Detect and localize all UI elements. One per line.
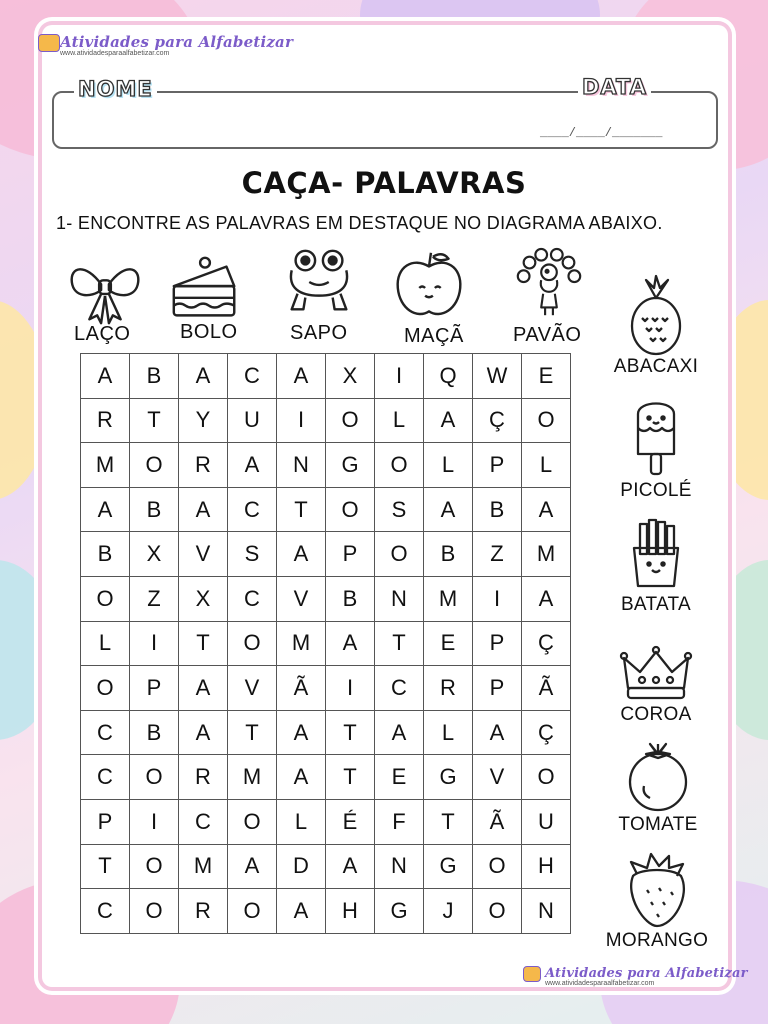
grid-cell[interactable]: V (277, 576, 326, 621)
grid-row (81, 354, 571, 399)
grid-cell[interactable]: A (179, 710, 228, 755)
grid-cell[interactable]: B (130, 487, 179, 532)
grid-cell[interactable]: H (326, 889, 375, 934)
side-word-strawberry (604, 850, 710, 952)
grid-row (81, 889, 571, 934)
strawberry-icon (617, 850, 697, 930)
grid-cell[interactable]: B (473, 487, 522, 532)
grid-cell[interactable]: M (424, 576, 473, 621)
grid-cell[interactable]: C (81, 710, 130, 755)
grid-cell[interactable]: O (228, 889, 277, 934)
grid-cell[interactable]: T (228, 710, 277, 755)
grid-cell[interactable]: C (375, 666, 424, 711)
word-label: LAÇO (74, 323, 131, 345)
tomato-icon (618, 738, 698, 814)
grid-cell[interactable]: O (228, 621, 277, 666)
grid-cell[interactable]: A (522, 576, 571, 621)
grid-cell[interactable]: O (81, 666, 130, 711)
grid-row (81, 666, 571, 711)
grid-row (81, 443, 571, 488)
word-label: MAÇÃ (404, 325, 464, 347)
side-word-crown (612, 644, 700, 726)
grid-cell[interactable]: P (81, 799, 130, 844)
grid-cell[interactable]: L (375, 398, 424, 443)
grid-cell[interactable]: T (375, 621, 424, 666)
grid-cell[interactable]: M (179, 844, 228, 889)
word-label: PAVÃO (513, 324, 582, 346)
grid-cell[interactable]: I (130, 621, 179, 666)
grid-cell[interactable]: N (375, 844, 424, 889)
grid-cell[interactable]: O (326, 398, 375, 443)
grid-cell[interactable]: C (81, 755, 130, 800)
peacock-icon (510, 246, 588, 322)
grid-cell[interactable]: B (130, 710, 179, 755)
instruction-text: 1- ENCONTRE AS PALAVRAS EM DESTAQUE NO DIAGRAMA ABAIXO. (56, 213, 663, 233)
bow-icon (66, 254, 144, 330)
grid-cell[interactable]: O (130, 844, 179, 889)
grid-cell[interactable]: L (424, 443, 473, 488)
grid-cell[interactable]: A (326, 621, 375, 666)
grid-cell[interactable]: T (424, 799, 473, 844)
grid-cell[interactable]: O (81, 576, 130, 621)
grid-cell[interactable]: P (473, 666, 522, 711)
word-label: MORANGO (605, 930, 709, 951)
grid-cell[interactable]: G (375, 889, 424, 934)
grid-cell[interactable]: C (228, 487, 277, 532)
grid-cell[interactable]: A (228, 844, 277, 889)
word-label: BOLO (180, 321, 238, 343)
brand-name: Atividades para Alfabetizar (60, 33, 294, 51)
grid-cell[interactable]: B (130, 354, 179, 399)
grid-cell[interactable]: M (522, 532, 571, 577)
grid-cell[interactable]: H (522, 844, 571, 889)
grid-cell[interactable]: O (473, 844, 522, 889)
grid-cell[interactable]: Y (179, 398, 228, 443)
grid-cell[interactable]: I (130, 799, 179, 844)
pineapple-icon (616, 274, 696, 356)
date-label: DATA (578, 75, 651, 99)
grid-cell[interactable]: F (375, 799, 424, 844)
crown-icon (616, 644, 696, 704)
grid-cell[interactable]: O (522, 755, 571, 800)
grid-cell[interactable]: S (228, 532, 277, 577)
grid-cell[interactable]: L (522, 443, 571, 488)
grid-cell[interactable]: L (81, 621, 130, 666)
grid-cell[interactable]: R (179, 755, 228, 800)
grid-row (81, 755, 571, 800)
grid-cell[interactable]: I (326, 666, 375, 711)
side-word-fries (612, 516, 700, 616)
grid-cell[interactable]: P (473, 621, 522, 666)
grid-row (81, 710, 571, 755)
grid-cell[interactable]: R (179, 443, 228, 488)
grid-cell[interactable]: C (228, 576, 277, 621)
grid-cell[interactable]: R (81, 398, 130, 443)
mascot-icon (523, 966, 541, 982)
grid-cell[interactable]: P (473, 443, 522, 488)
grid-cell[interactable]: O (130, 443, 179, 488)
grid-cell[interactable]: A (277, 532, 326, 577)
grid-cell[interactable]: A (277, 710, 326, 755)
grid-cell[interactable]: C (228, 354, 277, 399)
grid-cell[interactable]: S (375, 487, 424, 532)
name-label: NOME (74, 77, 157, 101)
word-label: TOMATE (618, 814, 698, 835)
grid-cell[interactable]: Ç (473, 398, 522, 443)
grid-cell[interactable]: O (130, 755, 179, 800)
cake-slice-icon (166, 252, 244, 328)
grid-cell[interactable]: L (424, 710, 473, 755)
grid-cell[interactable]: V (473, 755, 522, 800)
grid-cell[interactable]: A (179, 354, 228, 399)
brand-name: Atividades para Alfabetizar (545, 966, 748, 981)
grid-cell[interactable]: M (277, 621, 326, 666)
grid-cell[interactable]: A (277, 889, 326, 934)
grid-cell[interactable]: Ã (522, 666, 571, 711)
grid-cell[interactable]: L (277, 799, 326, 844)
grid-cell[interactable]: O (522, 398, 571, 443)
grid-cell[interactable]: X (326, 354, 375, 399)
grid-cell[interactable]: Ã (277, 666, 326, 711)
grid-row (81, 576, 571, 621)
grid-cell[interactable]: A (522, 487, 571, 532)
grid-row (81, 844, 571, 889)
word-label: SAPO (290, 322, 348, 344)
grid-cell[interactable]: A (277, 755, 326, 800)
grid-cell[interactable]: I (277, 398, 326, 443)
grid-cell[interactable]: T (326, 710, 375, 755)
grid-cell[interactable]: R (424, 666, 473, 711)
grid-cell[interactable]: T (130, 398, 179, 443)
grid-cell[interactable]: O (375, 532, 424, 577)
word-search-grid (80, 353, 571, 934)
grid-cell[interactable]: A (81, 354, 130, 399)
grid-cell[interactable]: C (179, 799, 228, 844)
mascot-icon (38, 34, 60, 52)
brand-logo-bottom (545, 966, 748, 987)
grid-cell[interactable]: N (375, 576, 424, 621)
grid-cell[interactable]: M (81, 443, 130, 488)
grid-cell[interactable]: X (179, 576, 228, 621)
grid-cell[interactable]: X (130, 532, 179, 577)
grid-cell[interactable]: A (179, 487, 228, 532)
grid-cell[interactable]: V (179, 532, 228, 577)
grid-cell[interactable]: J (424, 889, 473, 934)
grid-cell[interactable]: T (81, 844, 130, 889)
grid-row (81, 532, 571, 577)
grid-row (81, 398, 571, 443)
popsicle-icon (616, 398, 696, 480)
grid-cell[interactable]: G (424, 755, 473, 800)
grid-cell[interactable]: A (424, 487, 473, 532)
apple-icon (390, 248, 468, 324)
grid-cell[interactable]: Z (130, 576, 179, 621)
grid-row (81, 487, 571, 532)
brand-logo-top (60, 33, 293, 57)
word-label: PICOLÉ (620, 480, 692, 501)
grid-cell[interactable]: I (473, 576, 522, 621)
grid-row (81, 621, 571, 666)
grid-cell[interactable]: A (326, 844, 375, 889)
grid-cell[interactable]: B (81, 532, 130, 577)
grid-cell[interactable]: T (326, 755, 375, 800)
grid-cell[interactable]: T (179, 621, 228, 666)
grid-cell[interactable]: N (277, 443, 326, 488)
grid-cell[interactable]: A (179, 666, 228, 711)
brand-site: www.atividadesparaalfabetizar.com (60, 50, 170, 57)
grid-cell[interactable]: Ç (522, 621, 571, 666)
grid-cell[interactable]: E (424, 621, 473, 666)
grid-cell[interactable]: N (522, 889, 571, 934)
word-label: ABACAXI (613, 356, 699, 377)
grid-cell[interactable]: W (473, 354, 522, 399)
fries-icon (616, 516, 696, 594)
grid-cell[interactable]: O (375, 443, 424, 488)
frog-icon (280, 244, 358, 320)
grid-cell[interactable]: P (326, 532, 375, 577)
grid-cell[interactable]: O (130, 889, 179, 934)
grid-cell[interactable]: V (228, 666, 277, 711)
date-placeholder: ____/____/_______ (540, 126, 663, 140)
grid-cell[interactable]: A (81, 487, 130, 532)
grid-cell[interactable]: E (375, 755, 424, 800)
grid-cell[interactable]: Q (424, 354, 473, 399)
grid-cell[interactable]: T (277, 487, 326, 532)
grid-cell[interactable]: U (228, 398, 277, 443)
side-word-pineapple (612, 274, 700, 378)
brand-site: www.atividadesparaalfabetizar.com (545, 980, 655, 987)
grid-cell[interactable]: D (277, 844, 326, 889)
grid-cell[interactable]: B (424, 532, 473, 577)
grid-cell[interactable]: E (522, 354, 571, 399)
grid-cell[interactable]: O (228, 799, 277, 844)
grid-cell[interactable]: O (473, 889, 522, 934)
grid-cell[interactable]: G (424, 844, 473, 889)
side-word-tomato (612, 738, 704, 836)
page-title: CAÇA- PALAVRAS (241, 166, 527, 200)
grid-cell[interactable]: A (228, 443, 277, 488)
grid-cell[interactable]: M (228, 755, 277, 800)
grid-cell[interactable]: A (473, 710, 522, 755)
grid-row (81, 799, 571, 844)
word-label: COROA (620, 704, 692, 725)
grid-cell[interactable]: É (326, 799, 375, 844)
grid-cell[interactable]: A (277, 354, 326, 399)
side-word-popsicle (612, 398, 700, 502)
grid-cell[interactable]: Z (473, 532, 522, 577)
grid-cell[interactable]: A (375, 710, 424, 755)
grid-cell[interactable]: B (326, 576, 375, 621)
grid-cell[interactable]: R (179, 889, 228, 934)
grid-cell[interactable]: G (326, 443, 375, 488)
grid-cell[interactable]: U (522, 799, 571, 844)
grid-cell[interactable]: O (326, 487, 375, 532)
word-label: BATATA (620, 594, 692, 615)
grid-cell[interactable]: A (424, 398, 473, 443)
grid-cell[interactable]: Ã (473, 799, 522, 844)
grid-cell[interactable]: I (375, 354, 424, 399)
grid-cell[interactable]: P (130, 666, 179, 711)
grid-cell[interactable]: Ç (522, 710, 571, 755)
grid-cell[interactable]: C (81, 889, 130, 934)
